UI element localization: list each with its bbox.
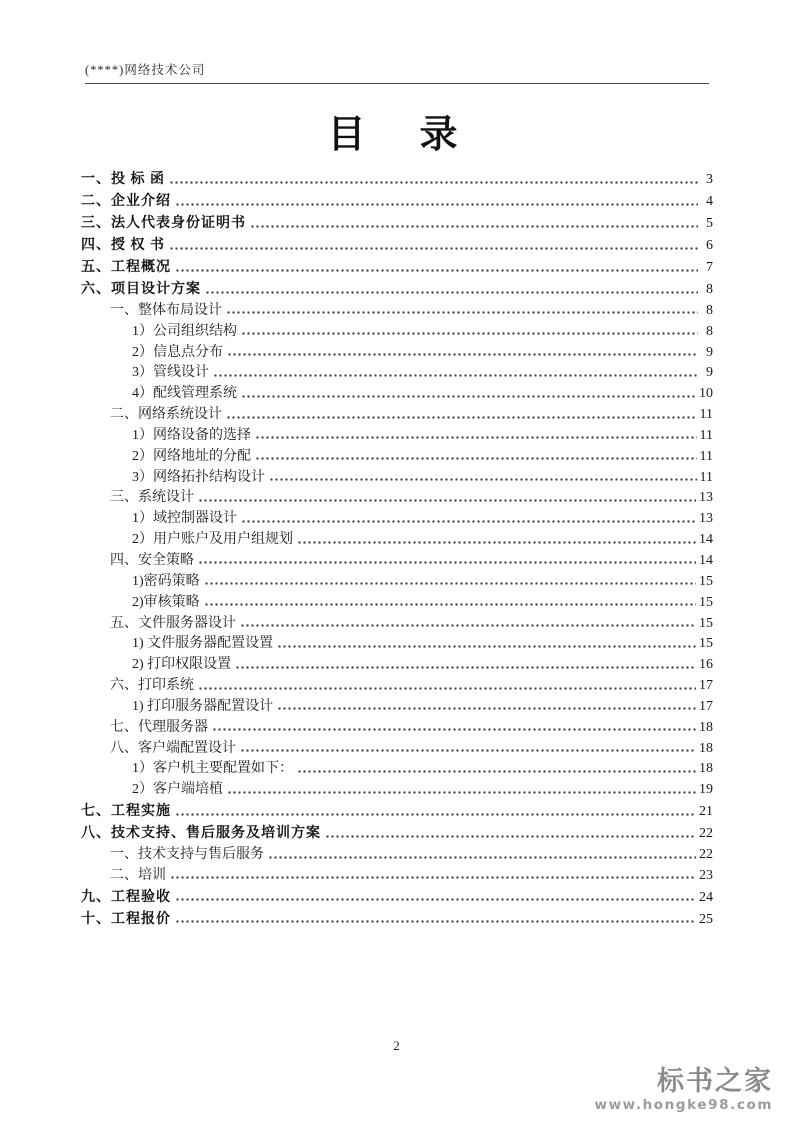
toc-entry-21[interactable] — [81, 591, 713, 612]
toc-leader-dots — [213, 364, 698, 382]
toc-leader-dots — [277, 635, 696, 653]
toc-entry-label: 二、企业介绍 — [81, 194, 171, 209]
toc-leader-dots — [204, 573, 696, 591]
toc-entry-label: 2)审核策略 — [132, 594, 200, 610]
toc-entry-20[interactable] — [81, 570, 713, 591]
toc-entry-page: 25 — [699, 911, 713, 927]
toc-entry-page: 23 — [699, 867, 713, 883]
toc-entry-page: 5 — [706, 216, 713, 231]
toc-leader-dots — [241, 385, 696, 403]
toc-leader-dots — [268, 846, 696, 864]
toc-entry-9[interactable] — [81, 341, 713, 362]
watermark — [595, 1067, 773, 1114]
toc-entry-label: 二、网络系统设计 — [110, 407, 222, 423]
toc-entry-32[interactable] — [81, 821, 713, 843]
toc-entry-label: 四、安全策略 — [110, 552, 194, 568]
toc-leader-dots — [175, 911, 696, 929]
toc-entry-17[interactable] — [81, 507, 713, 528]
toc-leader-dots — [169, 237, 698, 255]
toc-entry-page: 7 — [706, 260, 713, 275]
toc-entry-page: 17 — [699, 698, 713, 714]
toc-entry-label: 二、培训 — [110, 867, 166, 883]
toc-entry-page: 18 — [699, 740, 713, 756]
toc-entry-page: 18 — [699, 719, 713, 735]
toc-leader-dots — [226, 406, 697, 424]
toc-entry-page: 15 — [699, 573, 713, 589]
toc-leader-dots — [235, 656, 696, 674]
toc-entry-6[interactable] — [81, 277, 713, 299]
toc-leader-dots — [241, 323, 698, 341]
toc-leader-dots — [205, 281, 698, 299]
toc-entry-page: 24 — [699, 889, 713, 905]
toc-entry-page: 19 — [699, 782, 713, 798]
toc-entry-page: 10 — [699, 386, 713, 402]
toc-entry-page: 11 — [699, 407, 713, 423]
toc-entry-label: 一、整体布局设计 — [110, 302, 222, 318]
toc-leader-dots — [226, 302, 698, 320]
toc-entry-16[interactable] — [81, 487, 713, 508]
toc-leader-dots — [227, 781, 696, 799]
toc-entry-label: 七、工程实施 — [81, 804, 171, 820]
toc-entry-page: 11 — [699, 427, 713, 443]
toc-leader-dots — [255, 448, 697, 466]
toc-leader-dots — [240, 615, 696, 633]
toc-leader-dots — [170, 867, 696, 885]
toc-entry-page: 11 — [699, 469, 713, 485]
toc-entry-10[interactable] — [81, 362, 713, 383]
toc-entry-26[interactable] — [81, 695, 713, 716]
toc-leader-dots — [198, 677, 696, 695]
toc-leader-dots — [269, 469, 697, 487]
toc-leader-dots — [277, 698, 696, 716]
toc-entry-page: 22 — [699, 847, 713, 863]
toc-leader-dots — [175, 803, 696, 821]
toc-entry-page: 15 — [699, 615, 713, 631]
toc-entry-label: 1）域控制器设计 — [132, 511, 237, 527]
toc-entry-page: 13 — [699, 490, 713, 506]
toc-entry-label: 1) 打印服务器配置设计 — [132, 698, 274, 714]
toc-leader-dots — [212, 719, 696, 737]
toc-entry-page: 11 — [699, 448, 713, 464]
toc-entry-page: 14 — [699, 552, 713, 568]
toc-entry-label: 十、工程报价 — [81, 911, 171, 927]
toc-entry-34[interactable] — [81, 864, 713, 885]
toc-entry-4[interactable] — [81, 233, 713, 255]
toc-entry-label: 1）客户机主要配置如下： — [132, 761, 293, 777]
toc-leader-dots — [255, 427, 697, 445]
toc-entry-2[interactable] — [81, 189, 713, 211]
toc-entry-35[interactable] — [81, 885, 713, 907]
toc-entry-label: 四、授 权 书 — [81, 238, 165, 253]
toc-leader-dots — [198, 489, 696, 507]
toc-entry-30[interactable] — [81, 778, 713, 799]
toc-entry-page: 15 — [699, 636, 713, 652]
toc-entry-label: 2）用户账户及用户组规划 — [132, 532, 293, 548]
toc-entry-label: 九、工程验收 — [81, 889, 171, 905]
toc-entry-label: 八、客户端配置设计 — [110, 740, 236, 756]
toc-entry-page: 17 — [699, 678, 713, 694]
toc-leader-dots — [241, 510, 696, 528]
toc-entry-label: 2）信息点分布 — [132, 344, 223, 360]
toc-leader-dots — [227, 344, 698, 362]
toc-entry-page: 15 — [699, 594, 713, 610]
toc-entry-3[interactable] — [81, 211, 713, 233]
toc-entry-page: 14 — [699, 532, 713, 548]
toc-entry-page: 8 — [706, 282, 713, 297]
toc-entry-page: 8 — [706, 323, 713, 339]
toc-leader-dots — [175, 889, 696, 907]
toc-entry-label: 七、代理服务器 — [110, 719, 208, 735]
toc-entry-label: 六、项目设计方案 — [81, 282, 201, 297]
toc-entry-label: 1）公司组织结构 — [132, 323, 237, 339]
toc-entry-label: 3）网络拓扑结构设计 — [132, 469, 265, 485]
toc-leader-dots — [240, 740, 696, 758]
toc-entry-18[interactable] — [81, 528, 713, 549]
toc-leader-dots — [297, 760, 696, 778]
toc-entry-19[interactable] — [81, 549, 713, 570]
toc-entry-label: 2）客户端培植 — [132, 782, 223, 798]
toc-entry-12[interactable] — [81, 403, 713, 424]
toc-entry-page: 8 — [706, 302, 713, 318]
toc-entry-label: 2）网络地址的分配 — [132, 448, 251, 464]
toc-entry-5[interactable] — [81, 255, 713, 277]
toc-entry-label: 1)密码策略 — [132, 573, 200, 589]
toc-entry-label: 五、工程概况 — [81, 260, 171, 275]
toc-entry-label: 八、技术支持、售后服务及培训方案 — [81, 826, 321, 842]
toc-entry-page: 13 — [699, 511, 713, 527]
toc-entry-28[interactable] — [81, 737, 713, 758]
toc-entry-27[interactable] — [81, 716, 713, 737]
toc-entry-7[interactable] — [81, 299, 713, 320]
toc-entry-24[interactable] — [81, 653, 713, 674]
toc-entry-label: 1) 文件服务器配置设置 — [132, 636, 274, 652]
toc-entry-25[interactable] — [81, 674, 713, 695]
page-header — [85, 60, 709, 84]
toc-entry-31[interactable] — [81, 799, 713, 821]
toc-entry-label: 4）配线管理系统 — [132, 386, 237, 402]
page-title: 目 录 — [327, 112, 466, 156]
toc-entry-page: 3 — [706, 172, 713, 187]
toc-entry-13[interactable] — [81, 424, 713, 445]
toc-entry-page: 21 — [699, 804, 713, 820]
toc-entry-label: 一、技术支持与售后服务 — [110, 847, 264, 863]
toc-leader-dots — [198, 552, 696, 570]
toc-entry-label: 2) 打印权限设置 — [132, 657, 232, 673]
toc-entry-page: 6 — [706, 238, 713, 253]
toc-entry-11[interactable] — [81, 382, 713, 403]
toc-entry-15[interactable] — [81, 466, 713, 487]
toc-leader-dots — [175, 259, 698, 277]
toc-entry-23[interactable] — [81, 633, 713, 654]
toc-entry-page: 18 — [699, 761, 713, 777]
toc-leader-dots — [297, 531, 696, 549]
toc-entry-page: 16 — [699, 657, 713, 673]
toc-entry-14[interactable] — [81, 445, 713, 466]
toc-entry-label: 三、系统设计 — [110, 490, 194, 506]
toc-entry-29[interactable] — [81, 758, 713, 779]
watermark-website: www.hongke98.com — [594, 1097, 773, 1113]
toc-entry-page: 22 — [699, 826, 713, 842]
toc-entry-page: 9 — [706, 344, 713, 360]
toc-leader-dots — [250, 215, 698, 233]
toc-leader-dots — [325, 825, 696, 843]
toc-entry-22[interactable] — [81, 612, 713, 633]
toc-leader-dots — [175, 193, 698, 211]
toc-entry-label: 3）管线设计 — [132, 365, 209, 381]
toc-leader-dots — [169, 171, 698, 189]
toc-entry-label: 三、法人代表身份证明书 — [81, 216, 246, 231]
toc-entry-8[interactable] — [81, 320, 713, 341]
toc-entry-label: 一、投 标 函 — [81, 172, 165, 187]
toc-entry-1[interactable] — [81, 167, 713, 189]
page-number: 2 — [393, 1038, 400, 1053]
toc-entry-label: 五、文件服务器设计 — [110, 615, 236, 631]
toc-entry-page: 4 — [706, 194, 713, 209]
toc-entry-label: 1）网络设备的选择 — [132, 427, 251, 443]
toc-entry-36[interactable] — [81, 907, 713, 929]
toc-list — [81, 167, 713, 929]
company-name: (****)网络技术公司 — [85, 63, 206, 77]
toc-leader-dots — [204, 594, 696, 612]
toc-entry-label: 六、打印系统 — [110, 678, 194, 694]
toc-entry-33[interactable] — [81, 843, 713, 864]
toc-entry-page: 9 — [706, 365, 713, 381]
watermark-brand: 标书之家 — [657, 1066, 773, 1097]
